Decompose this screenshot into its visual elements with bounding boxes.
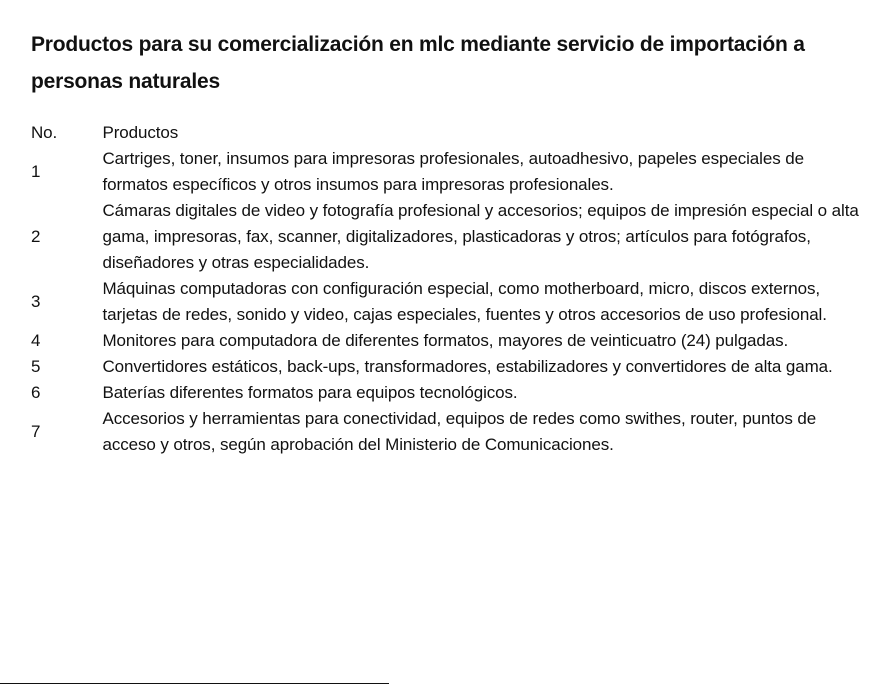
column-header-no: No. xyxy=(31,123,58,142)
row-number: 1 xyxy=(31,162,41,181)
product-description: Cartriges, toner, insumos para impresoras profesionales, autoadhesivo, papeles especiales de formatos específicos y otros insumos para impresoras profesionales. xyxy=(102,149,804,194)
table-row xyxy=(31,146,861,198)
product-description: Máquinas computadoras con configuración especial, como motherboard, micro, discos externos, tarjetas de redes, sonido y video, cajas especiales, fuentes y otros accesorios de uso profesional. xyxy=(102,279,827,324)
products-table xyxy=(31,120,861,458)
product-description: Cámaras digitales de video y fotografía profesional y accesorios; equipos de impresión especial o alta gama, impresoras, fax, scanner, digitalizadores, plasticadoras y otros; artículos para fotógrafos, diseñadores y otras especialidades. xyxy=(102,201,859,272)
row-number: 3 xyxy=(31,292,41,311)
row-number: 2 xyxy=(31,227,41,246)
table-row xyxy=(31,198,861,276)
table-header-row xyxy=(31,120,861,146)
row-number: 7 xyxy=(31,422,41,441)
row-number: 5 xyxy=(31,357,41,376)
document-title: Productos para su comercialización en mlc mediante servicio de importación a personas naturales xyxy=(31,33,805,93)
table-row xyxy=(31,354,861,380)
product-description: Monitores para computadora de diferentes formatos, mayores de veinticuatro (24) pulgadas. xyxy=(102,331,789,350)
row-number: 6 xyxy=(31,383,41,402)
table-row xyxy=(31,328,861,354)
product-description: Baterías diferentes formatos para equipos tecnológicos. xyxy=(102,383,518,402)
column-header-products: Productos xyxy=(102,123,179,142)
table-row xyxy=(31,276,861,328)
table-row xyxy=(31,406,861,458)
row-number: 4 xyxy=(31,331,41,350)
product-description: Convertidores estáticos, back-ups, transformadores, estabilizadores y convertidores de alta gama. xyxy=(102,357,833,376)
table-row xyxy=(31,380,861,406)
product-description: Accesorios y herramientas para conectividad, equipos de redes como swithes, router, puntos de acceso y otros, según aprobación del Ministerio de Comunicaciones. xyxy=(102,409,817,454)
footnote-divider xyxy=(0,683,389,684)
